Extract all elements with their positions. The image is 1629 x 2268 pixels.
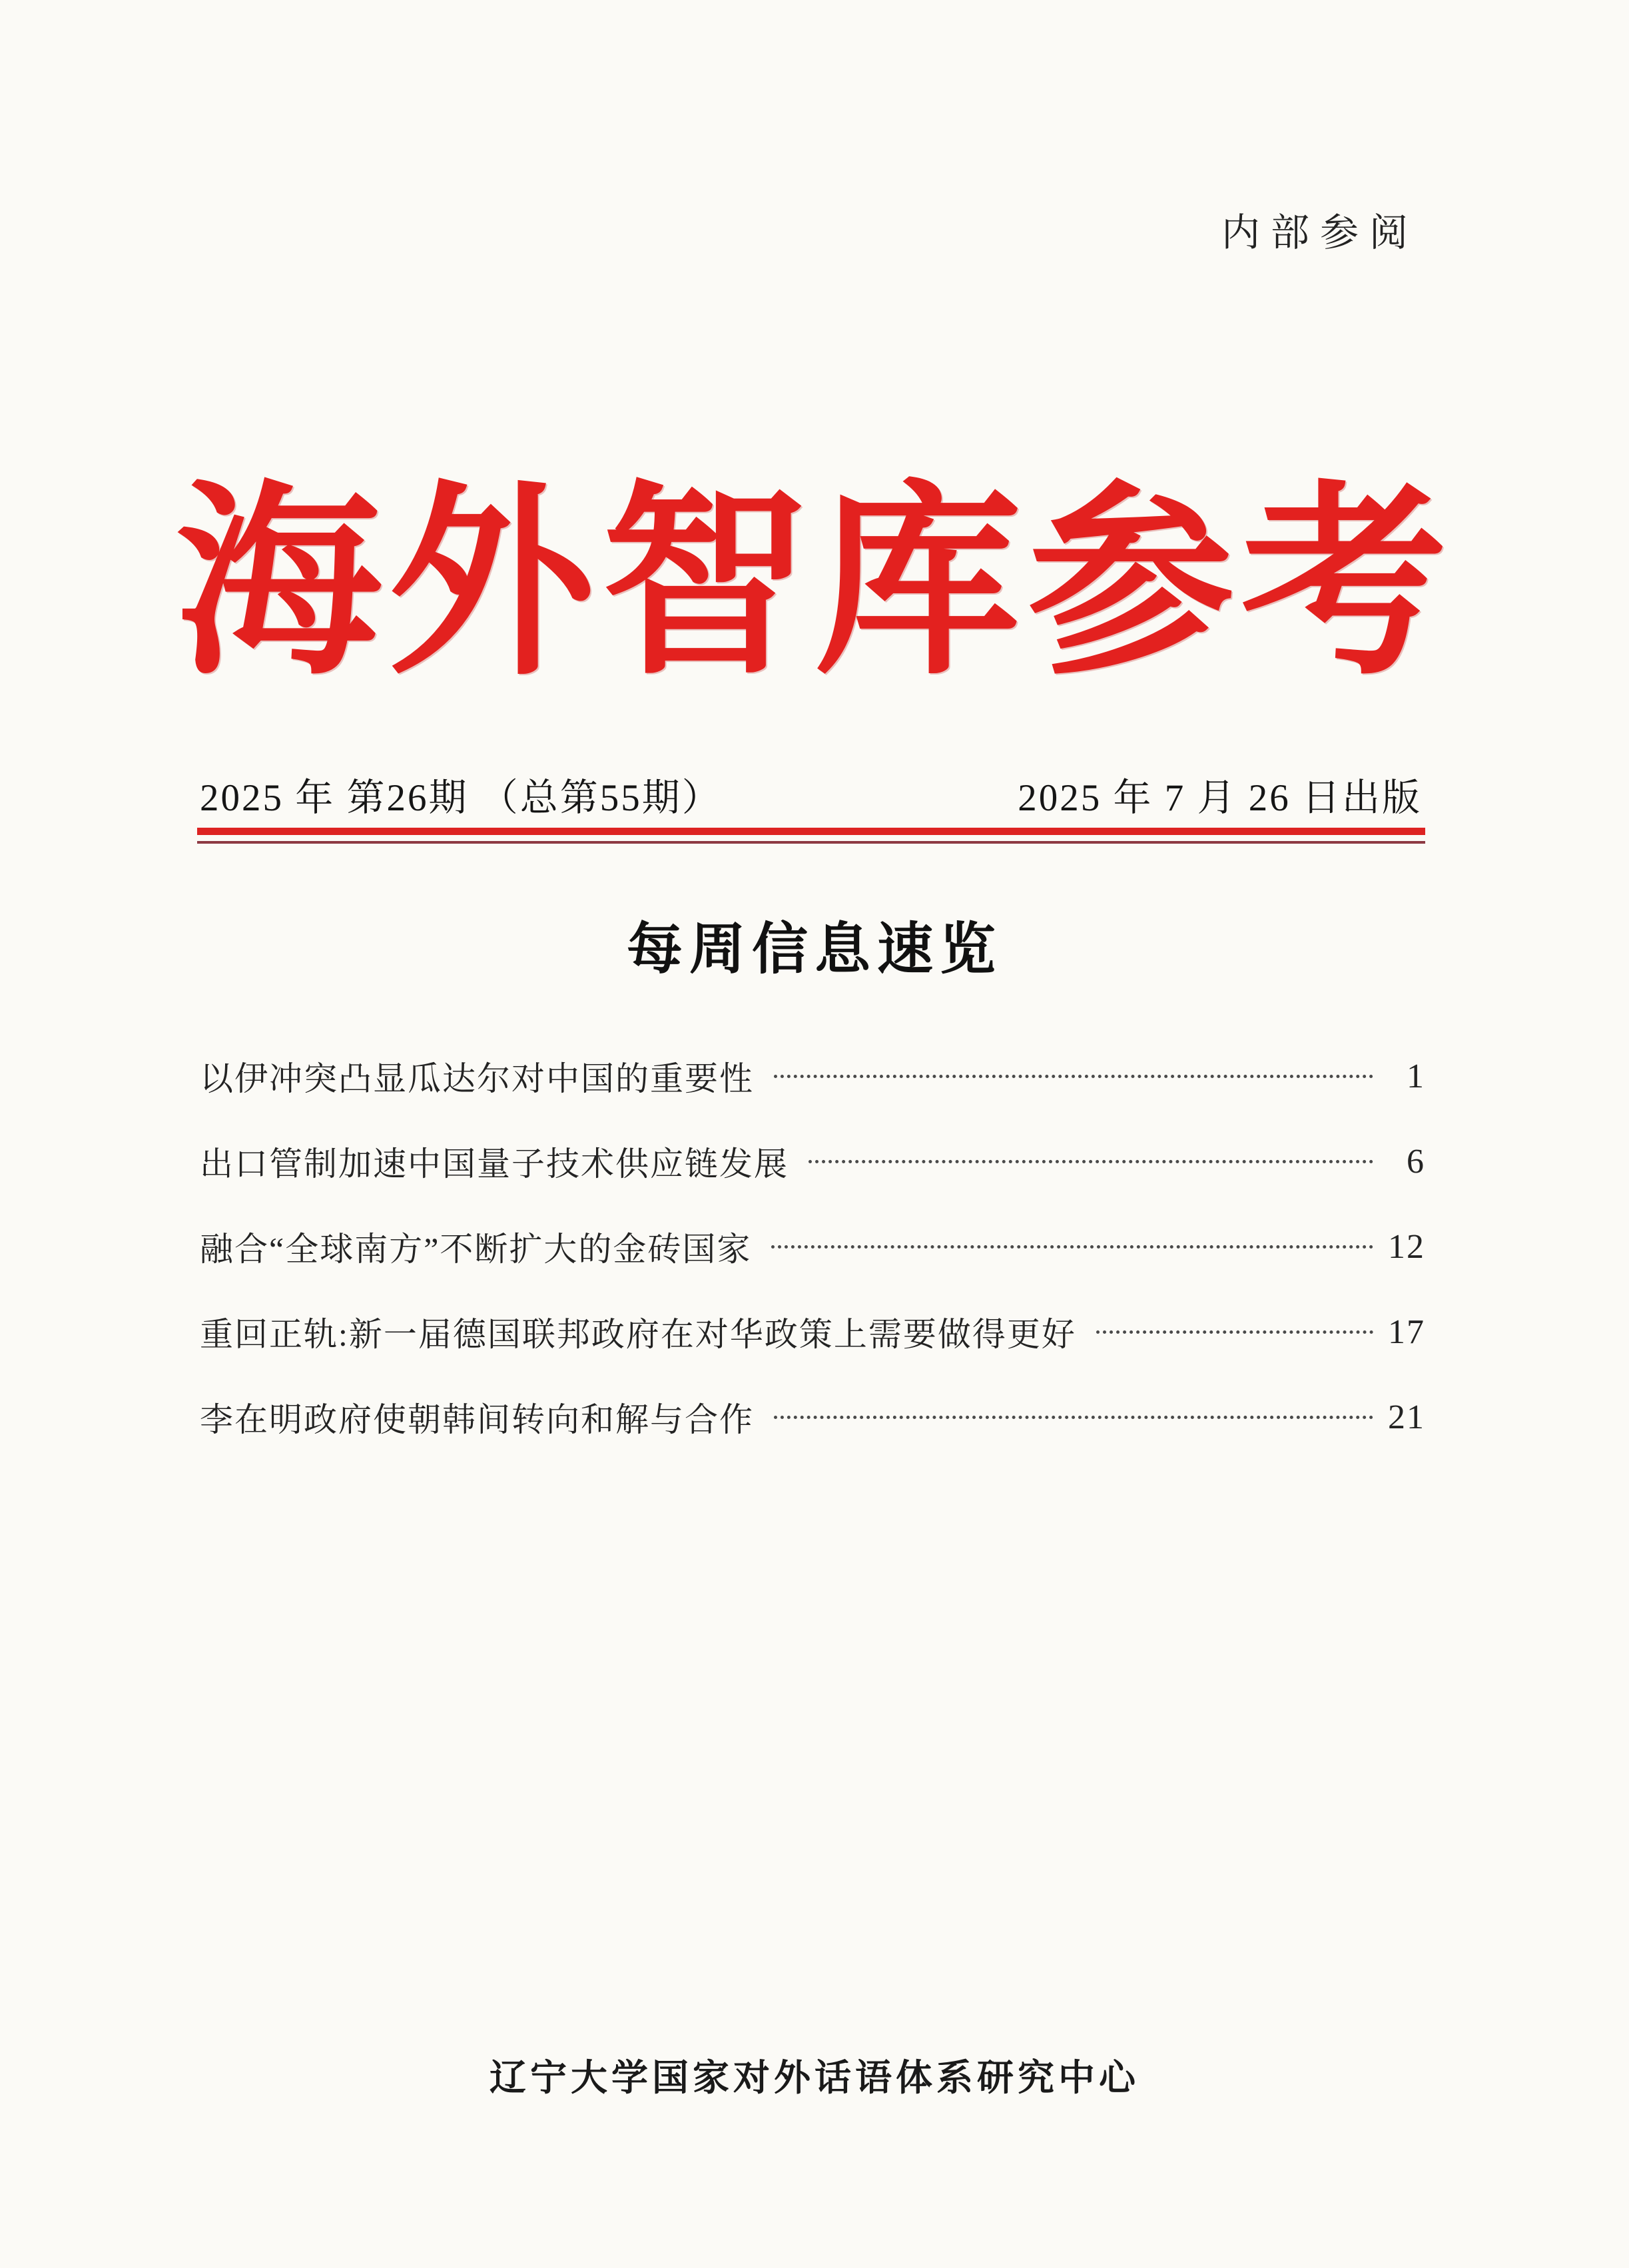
classification-label: 内部参阅 [1221,211,1419,254]
table-of-contents [200,1033,1425,1460]
toc-item [200,1204,1425,1289]
publication-title: 海外智库参考 [175,471,1454,699]
toc-item-title: 李在明政府使朝韩间转向和解与合作 [200,1401,754,1438]
publisher-name: 辽宁大学国家对外话语体系研究中心 [489,2057,1140,2098]
dot-leader [771,1245,1373,1249]
toc-item [200,1289,1425,1374]
toc-page-number: 12 [1388,1227,1425,1266]
divider-thin-red-rule [197,841,1425,844]
toc-item-title: 出口管制加速中国量子技术供应链发展 [200,1145,789,1183]
dot-leader [774,1075,1373,1078]
toc-page-number: 17 [1388,1312,1425,1351]
toc-page-number: 1 [1407,1057,1425,1095]
publish-date: 2025 年 7 月 26 日出版 [1018,777,1422,819]
dot-leader [774,1416,1373,1419]
dot-leader [1096,1330,1373,1334]
toc-page-number: 6 [1407,1142,1425,1181]
toc-item-title: 重回正轨:新一届德国联邦政府在对华政策上需要做得更好 [200,1316,1076,1353]
toc-item-title: 融合“全球南方”不断扩大的金砖国家 [200,1231,752,1268]
toc-item-title: 以伊冲突凸显瓜达尔对中国的重要性 [200,1060,754,1097]
toc-page-number: 21 [1388,1398,1425,1436]
toc-item [200,1119,1425,1204]
dot-leader [809,1160,1373,1163]
section-title: 每周信息速览 [626,918,1002,980]
divider-thick-red-rule [197,828,1425,835]
toc-item [200,1033,1425,1119]
issue-number: 2025 年 第26期 （总第55期） [200,777,722,819]
issue-line [200,767,1422,822]
toc-item [200,1374,1425,1460]
